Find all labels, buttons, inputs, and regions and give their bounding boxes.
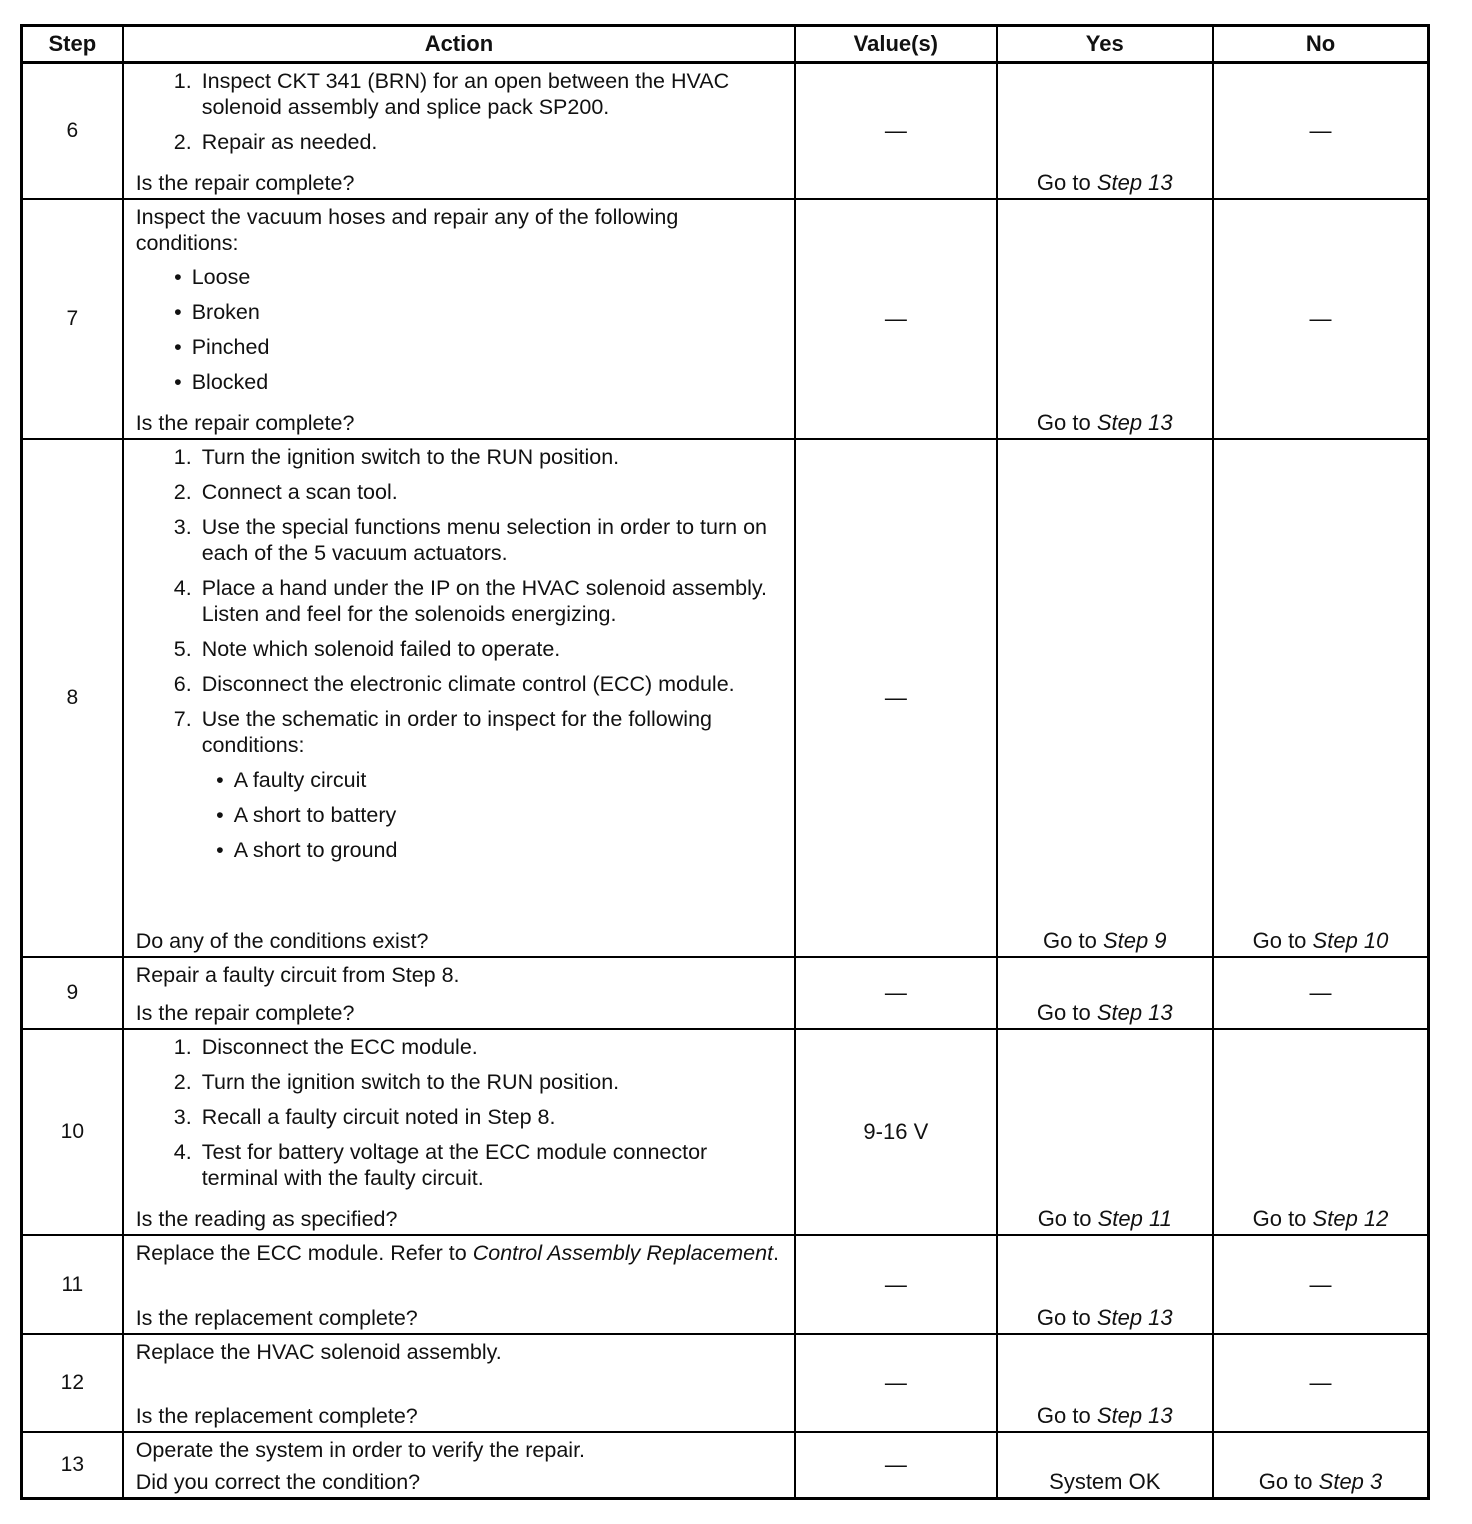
list-item: 1. Disconnect the ECC module. xyxy=(173,1035,478,1059)
numbered-list xyxy=(136,1034,784,1200)
action-text: Replace the ECC module. Refer to Control Assembly Replacement. xyxy=(135,1241,780,1265)
list-item: 2. Repair as needed. xyxy=(173,130,378,154)
action-cell xyxy=(123,957,795,1029)
step-number: 10 xyxy=(22,1029,123,1235)
value-cell: — xyxy=(795,1432,996,1499)
step-ref: Step 12 xyxy=(1312,1206,1389,1231)
list-item: • A short to battery xyxy=(216,803,397,827)
action-cell xyxy=(123,1235,795,1334)
list-item: • Broken xyxy=(174,300,260,324)
header-values: Value(s) xyxy=(795,26,996,63)
action-text: Repair a faulty circuit from Step 8. xyxy=(135,963,460,987)
table-row-step-9 xyxy=(22,957,1429,1029)
yes-cell: Go to Step 13 xyxy=(997,199,1213,439)
table-row-step-12 xyxy=(22,1334,1429,1432)
no-cell: Go to Step 3 xyxy=(1213,1432,1429,1499)
step-number: 8 xyxy=(22,439,123,957)
value-cell: — xyxy=(795,439,996,957)
list-item: 2. Turn the ignition switch to the RUN position. xyxy=(173,1070,620,1094)
step-number: 12 xyxy=(22,1334,123,1432)
list-item: 1. Inspect CKT 341 (BRN) for an open between the HVAC solenoid assembly and splice pack SP200. xyxy=(173,69,730,119)
yes-cell: Go to Step 13 xyxy=(997,63,1213,200)
step-ref: Step 13 xyxy=(1096,1403,1173,1428)
no-cell: — xyxy=(1213,1235,1429,1334)
header-no: No xyxy=(1213,26,1429,63)
list-item: 7. Use the schematic in order to inspect for the following conditions: xyxy=(173,707,712,757)
yes-cell: Go to Step 13 xyxy=(997,957,1213,1029)
list-item: • A faulty circuit xyxy=(216,768,367,792)
reference-link[interactable]: Control Assembly Replacement xyxy=(472,1241,774,1265)
numbered-list xyxy=(136,444,784,767)
no-cell: Go to Step 12 xyxy=(1213,1029,1429,1235)
action-text: Replace the HVAC solenoid assembly. xyxy=(135,1340,502,1364)
list-item: 1. Turn the ignition switch to the RUN position. xyxy=(173,445,620,469)
step-ref: Step 3 xyxy=(1318,1469,1383,1494)
action-cell xyxy=(123,439,795,957)
list-item: 6. Disconnect the electronic climate control (ECC) module. xyxy=(173,672,735,696)
step-number: 11 xyxy=(22,1235,123,1334)
list-item: • Pinched xyxy=(174,335,270,359)
list-item: • Loose xyxy=(174,265,251,289)
table-row-step-6 xyxy=(22,63,1429,200)
step-number: 6 xyxy=(22,63,123,200)
question: Is the replacement complete? xyxy=(135,1404,418,1428)
question: Do any of the conditions exist? xyxy=(135,929,429,953)
question: Is the repair complete? xyxy=(135,411,355,435)
table-row-step-7 xyxy=(22,199,1429,439)
yes-cell: Go to Step 13 xyxy=(997,1334,1213,1432)
step-ref: Step 13 xyxy=(1096,1305,1173,1330)
action-text: Operate the system in order to verify the repair. xyxy=(135,1438,586,1462)
list-item: 2. Connect a scan tool. xyxy=(173,480,398,504)
step-ref: Step 9 xyxy=(1102,928,1167,953)
step-number: 7 xyxy=(22,199,123,439)
value-cell: — xyxy=(795,1235,996,1334)
step-number: 13 xyxy=(22,1432,123,1499)
value-cell: — xyxy=(795,63,996,200)
value-cell: — xyxy=(795,1334,996,1432)
list-item: • A short to ground xyxy=(216,838,398,862)
header-action: Action xyxy=(123,26,795,63)
step-number: 9 xyxy=(22,957,123,1029)
bullet-list xyxy=(136,264,784,404)
question: Did you correct the condition? xyxy=(135,1470,421,1494)
header-yes: Yes xyxy=(997,26,1213,63)
step-ref: Step 11 xyxy=(1097,1206,1172,1231)
action-cell xyxy=(123,199,795,439)
step-ref: Step 13 xyxy=(1096,170,1173,195)
step-ref: Step 13 xyxy=(1096,1000,1173,1025)
table-row-step-8 xyxy=(22,439,1429,957)
question: Is the replacement complete? xyxy=(135,1306,418,1330)
no-cell: — xyxy=(1213,63,1429,200)
no-cell: — xyxy=(1213,1334,1429,1432)
no-cell: — xyxy=(1213,199,1429,439)
yes-cell: Go to Step 11 xyxy=(997,1029,1213,1235)
no-cell: — xyxy=(1213,957,1429,1029)
intro-text: Inspect the vacuum hoses and repair any of the following conditions: xyxy=(135,205,679,255)
sub-bullet-list xyxy=(136,767,784,872)
question: Is the repair complete? xyxy=(135,1001,355,1025)
header-step: Step xyxy=(22,26,123,63)
yes-cell: System OK xyxy=(997,1432,1213,1499)
list-item: • Blocked xyxy=(174,370,269,394)
yes-cell: Go to Step 9 xyxy=(997,439,1213,957)
action-cell xyxy=(123,1334,795,1432)
value-cell: — xyxy=(795,957,996,1029)
action-cell xyxy=(123,1029,795,1235)
step-ref: Step 10 xyxy=(1312,928,1389,953)
list-item: 5. Note which solenoid failed to operate. xyxy=(173,637,561,661)
question: Is the repair complete? xyxy=(135,171,355,195)
table-row-step-10 xyxy=(22,1029,1429,1235)
yes-cell: Go to Step 13 xyxy=(997,1235,1213,1334)
list-item: 3. Recall a faulty circuit noted in Step 8. xyxy=(173,1105,556,1129)
list-item: 4. Test for battery voltage at the ECC module connector terminal with the faulty circuit. xyxy=(173,1140,708,1190)
diagnostic-table xyxy=(20,24,1430,1500)
action-cell xyxy=(123,63,795,200)
header-row xyxy=(22,26,1429,63)
value-cell: — xyxy=(795,199,996,439)
question: Is the reading as specified? xyxy=(135,1207,398,1231)
no-cell: Go to Step 10 xyxy=(1213,439,1429,957)
table-row-step-11 xyxy=(22,1235,1429,1334)
list-item: 4. Place a hand under the IP on the HVAC solenoid assembly. Listen and feel for the solenoids energizing. xyxy=(173,576,768,626)
step-ref: Step 13 xyxy=(1096,410,1173,435)
value-cell: 9-16 V xyxy=(795,1029,996,1235)
numbered-list xyxy=(136,68,784,164)
list-item: 3. Use the special functions menu selection in order to turn on each of the 5 vacuum actuators. xyxy=(173,515,767,565)
action-cell xyxy=(123,1432,795,1499)
table-row-step-13 xyxy=(22,1432,1429,1499)
